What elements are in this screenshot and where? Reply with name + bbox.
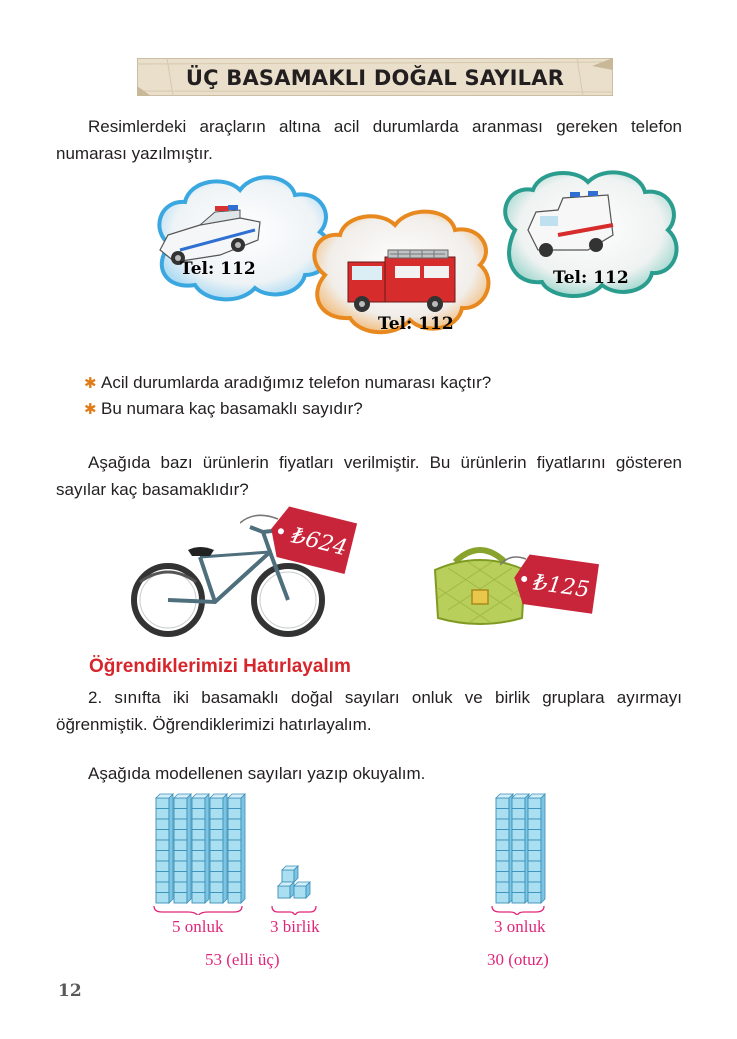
ambulance-phone-label: Tel: 112 (553, 268, 629, 288)
page-title: ÜÇ BASAMAKLI DOĞAL SAYILAR (185, 66, 565, 90)
review-heading: Öğrendiklerimizi Hatırlayalım (89, 656, 351, 677)
bag-price-tag (500, 545, 605, 620)
emergency-vehicles-illustration (140, 170, 680, 360)
model-2-tens-label: 3 onluk (494, 917, 546, 936)
model-1-result: 53 (elli üç) (205, 950, 280, 969)
base-ten-models (140, 790, 580, 915)
police-cloud (159, 177, 330, 299)
fire-phone-label: Tel: 112 (378, 314, 454, 334)
model-instruction: Aşağıda modellenen sayıları yazıp okuyalım. (88, 764, 426, 783)
model-1-tens-rods (156, 794, 245, 903)
model-2-tens-rods (496, 794, 545, 903)
question-2: ✱ Bu numara kaç basamaklı sayıdır? (84, 397, 363, 422)
model-1-tens-label: 5 onluk (172, 917, 224, 936)
intro-paragraph: Resimlerdeki araçların altına acil durumlarda aranması gereken telefon numarası yazılmıştır. (56, 117, 682, 163)
model-1-unit-cubes (278, 866, 310, 898)
brace-tens-1 (154, 906, 242, 915)
model-2-result: 30 (otuz) (487, 950, 549, 969)
police-phone-label: Tel: 112 (180, 259, 256, 279)
bicycle-price-tag (240, 505, 365, 580)
review-paragraph: 2. sınıfta iki basamaklı doğal sayıları onluk ve birlik gruplara ayırmayı öğrenmiştik. Öğrendiklerimizi hatırlayalım. (56, 688, 682, 734)
bicycle-price: ₺624 (289, 523, 350, 562)
brace-ones-1 (272, 906, 316, 915)
asterisk-bullet-icon: ✱ (84, 401, 97, 418)
prices-paragraph: Aşağıda bazı ürünlerin fiyatları verilmiştir. Bu ürünlerin fiyatlarını gösteren sayılar kaç basamaklıdır? (56, 453, 682, 499)
brace-tens-2 (492, 906, 544, 915)
model-1-ones-label: 3 birlik (270, 917, 320, 936)
question-1: ✱ Acil durumlarda aradığımız telefon numarası kaçtır? (84, 371, 491, 396)
ambulance-cloud (505, 172, 676, 296)
asterisk-bullet-icon: ✱ (84, 375, 97, 392)
fire-cloud (314, 212, 488, 334)
page-number: 12 (58, 981, 82, 1001)
bag-price: ₺125 (532, 570, 591, 604)
